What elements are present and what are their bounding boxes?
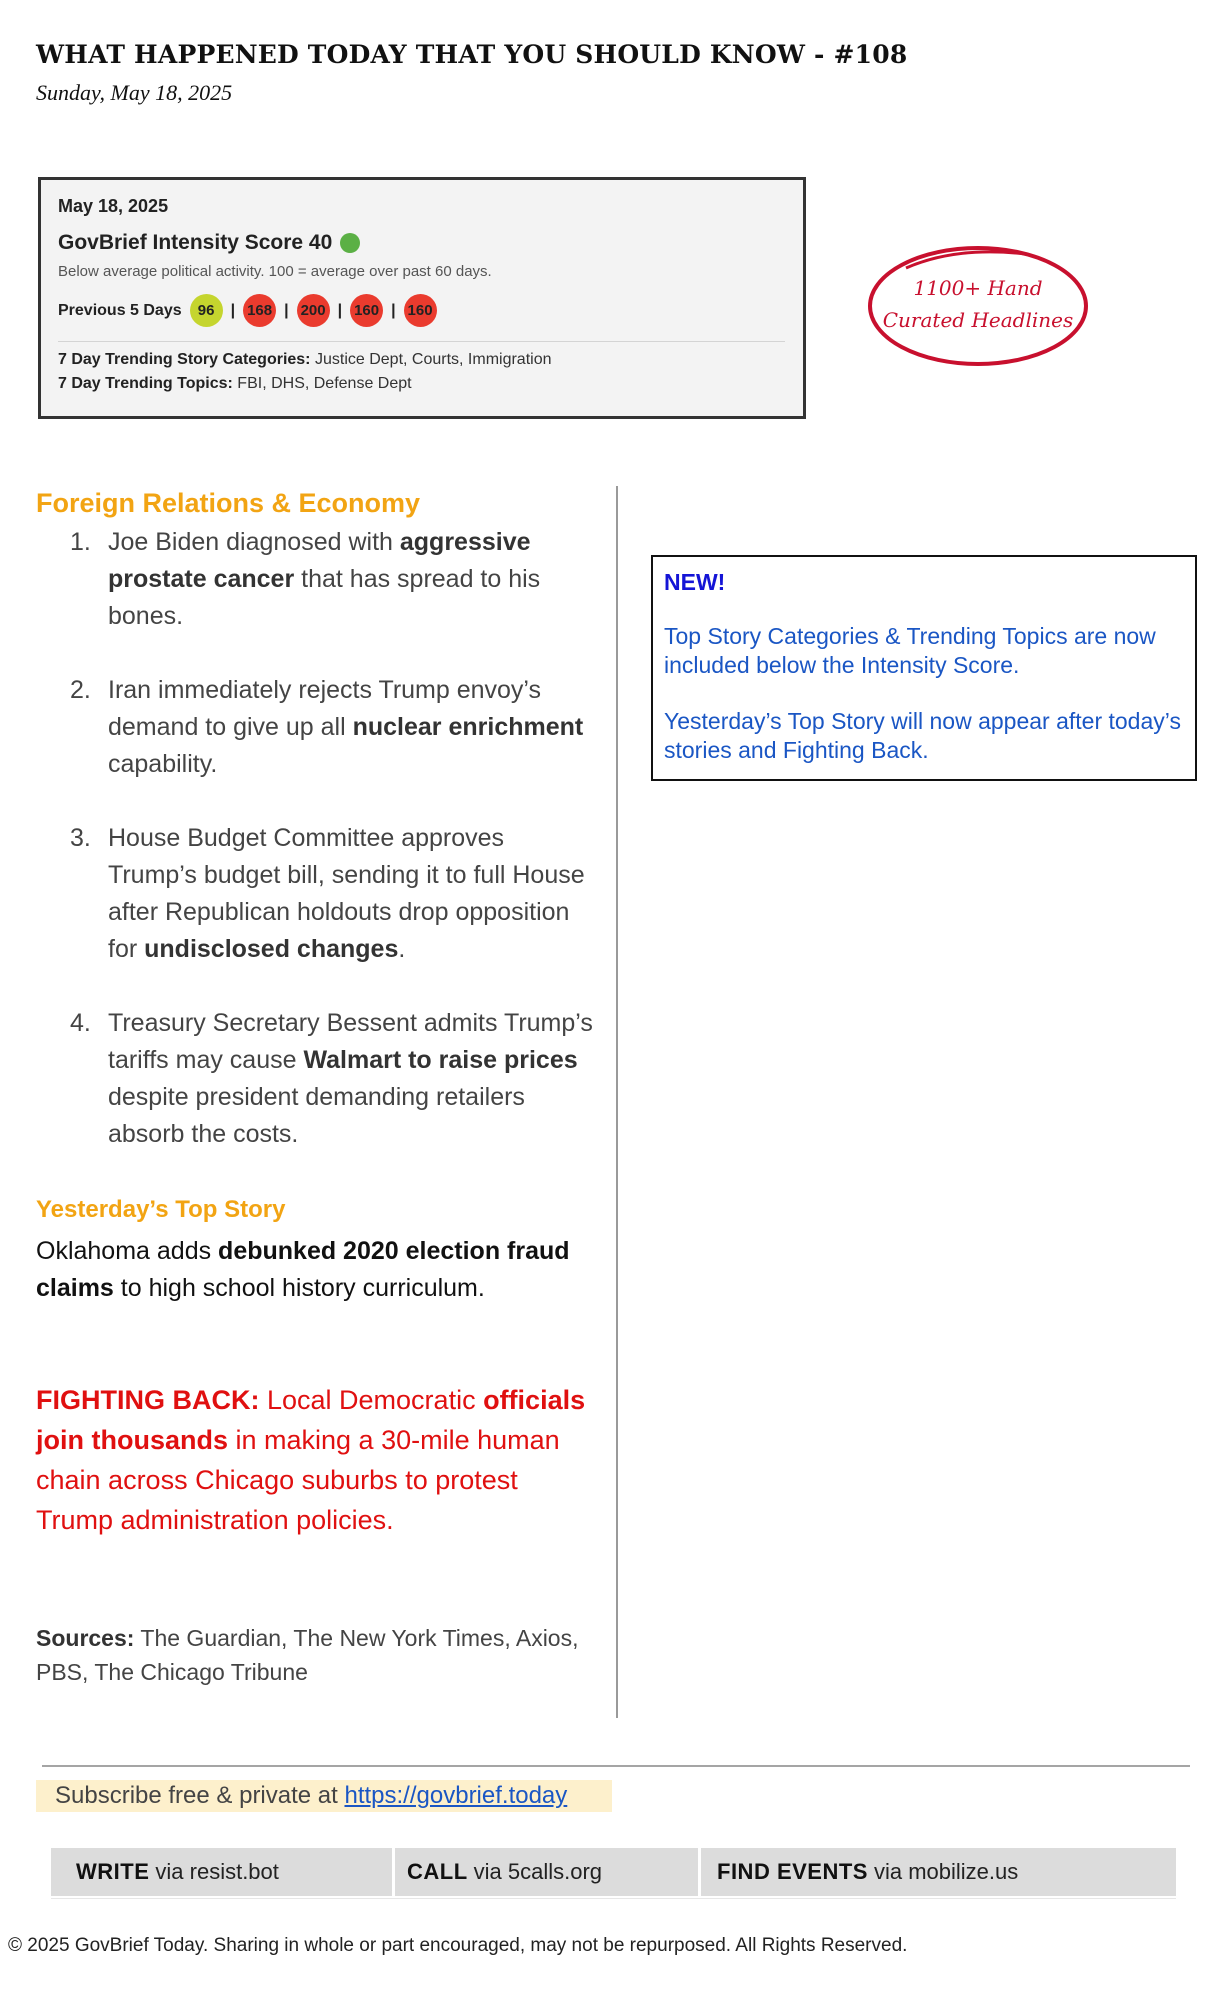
previous-day-score: 200 [297, 294, 330, 327]
intensity-score-label: GovBrief Intensity Score 40 [58, 231, 333, 254]
subscribe-text: Subscribe free & private at [55, 1782, 345, 1809]
previous-days-label: Previous 5 Days [58, 301, 182, 319]
fighting-back [36, 1380, 596, 1540]
previous-day-score: 168 [243, 294, 276, 327]
story-text: despite president demanding retailers absorb the costs. [108, 1083, 525, 1148]
stamp-line-2: Curated Headlines [882, 308, 1074, 332]
trending-categories [58, 351, 785, 369]
story-text: . [398, 935, 406, 963]
story-highlight: Walmart to raise prices [303, 1046, 578, 1074]
story-item [36, 524, 596, 635]
separator: | [337, 301, 343, 319]
story-text: capability. [108, 750, 218, 778]
intensity-note: Below average political activity. 100 = average over past 60 days. [58, 263, 492, 280]
trending-categories-label: 7 Day Trending Story Categories: [58, 351, 311, 368]
separator: | [230, 301, 236, 319]
page-title: WHAT HAPPENED TODAY THAT YOU SHOULD KNOW - #108 [36, 40, 908, 69]
status-dot-icon [340, 233, 360, 253]
story-text: House Budget Committee approves Trump’s budget bill, sending it to full House after Republican holdouts drop opposition for [108, 824, 585, 963]
previous-days-row [58, 294, 785, 327]
new-label: NEW! [664, 569, 726, 595]
stamp-line-1: 1100+ Hand [913, 276, 1043, 300]
action-text: via resist.bot [155, 1859, 279, 1884]
divider [58, 341, 785, 342]
intensity-score-card [38, 177, 806, 419]
subscribe-banner [36, 1780, 612, 1812]
action-text: via 5calls.org [473, 1859, 603, 1884]
footer-copyright: © 2025 GovBrief Today. Sharing in whole or part encouraged, may not be repurposed. All Rights Reserved. [8, 1935, 908, 1956]
story-highlight: nuclear enrichment [352, 713, 584, 741]
yts-text: Oklahoma adds [36, 1237, 219, 1265]
action-verb: WRITE [76, 1859, 150, 1884]
subscribe-link[interactable]: https://govbrief.today [344, 1782, 568, 1809]
yts-highlight: debunked 2020 election fraud claims [36, 1237, 570, 1302]
action-verb: CALL [407, 1859, 468, 1884]
trending-topics-value: FBI, DHS, Defense Dept [237, 375, 412, 392]
fighting-back-text: in making a 30-mile human chain across Chicago suburbs to protest Trump administration policies. [36, 1425, 560, 1535]
story-item [36, 820, 596, 968]
new-paragraph: Yesterday’s Top Story will now appear after today’s stories and Fighting Back. [664, 708, 1181, 763]
hand-curated-stamp [866, 240, 1090, 370]
story-item [36, 1005, 596, 1153]
story-highlight: undisclosed changes [144, 935, 399, 963]
intensity-date: May 18, 2025 [58, 196, 169, 216]
write-action[interactable] [51, 1848, 395, 1896]
new-announcement-box [651, 555, 1197, 781]
story-number: 4. [70, 1009, 91, 1037]
stamp-ellipse-icon [866, 240, 1090, 370]
story-number: 3. [70, 824, 91, 852]
trending-categories-value: Justice Dept, Courts, Immigration [314, 351, 552, 368]
sources-text: The Guardian, The New York Times, Axios, PBS, The Chicago Tribune [36, 1625, 579, 1685]
fighting-back-label: FIGHTING BACK: [36, 1385, 260, 1415]
divider [51, 1898, 1176, 1899]
call-action[interactable] [395, 1848, 701, 1896]
fighting-back-text: Local Democratic [259, 1385, 484, 1415]
story-text: Joe Biden diagnosed with [108, 528, 400, 556]
story-number: 1. [70, 528, 91, 556]
section-title: Foreign Relations & Economy [36, 488, 421, 518]
story-text: Treasury Secretary Bessent admits Trump’s tariffs may cause [108, 1009, 593, 1074]
column-divider [616, 486, 618, 1718]
previous-day-score: 160 [350, 294, 383, 327]
action-verb: FIND EVENTS [717, 1859, 868, 1884]
page-date: Sunday, May 18, 2025 [36, 80, 233, 105]
horizontal-rule [42, 1765, 1190, 1767]
separator: | [284, 301, 289, 319]
find-events-action[interactable] [701, 1848, 1176, 1896]
story-number: 2. [70, 676, 91, 704]
trending-topics [58, 375, 785, 393]
yesterday-top-story-text [36, 1233, 596, 1307]
story-list [36, 524, 596, 1190]
previous-day-score: 96 [190, 294, 223, 327]
separator: | [391, 301, 396, 319]
story-text: that has spread to his bones. [108, 565, 541, 630]
fighting-back-highlight: officials join thousands [36, 1385, 586, 1455]
new-paragraph: Top Story Categories & Trending Topics are now included below the Intensity Score. [664, 623, 1156, 678]
story-highlight: aggressive prostate cancer [108, 528, 531, 593]
trending-topics-label: 7 Day Trending Topics: [58, 375, 233, 392]
yesterday-top-story-title: Yesterday’s Top Story [36, 1196, 286, 1223]
action-text: via mobilize.us [873, 1859, 1019, 1884]
action-bar [51, 1848, 1176, 1896]
story-text: Iran immediately rejects Trump envoy’s demand to give up all [108, 676, 542, 741]
sources [36, 1621, 596, 1689]
previous-day-score: 160 [404, 294, 437, 327]
intensity-score [58, 231, 785, 255]
yts-text: to high school history curriculum. [113, 1274, 485, 1302]
sources-label: Sources: [36, 1625, 135, 1651]
story-item [36, 672, 596, 783]
